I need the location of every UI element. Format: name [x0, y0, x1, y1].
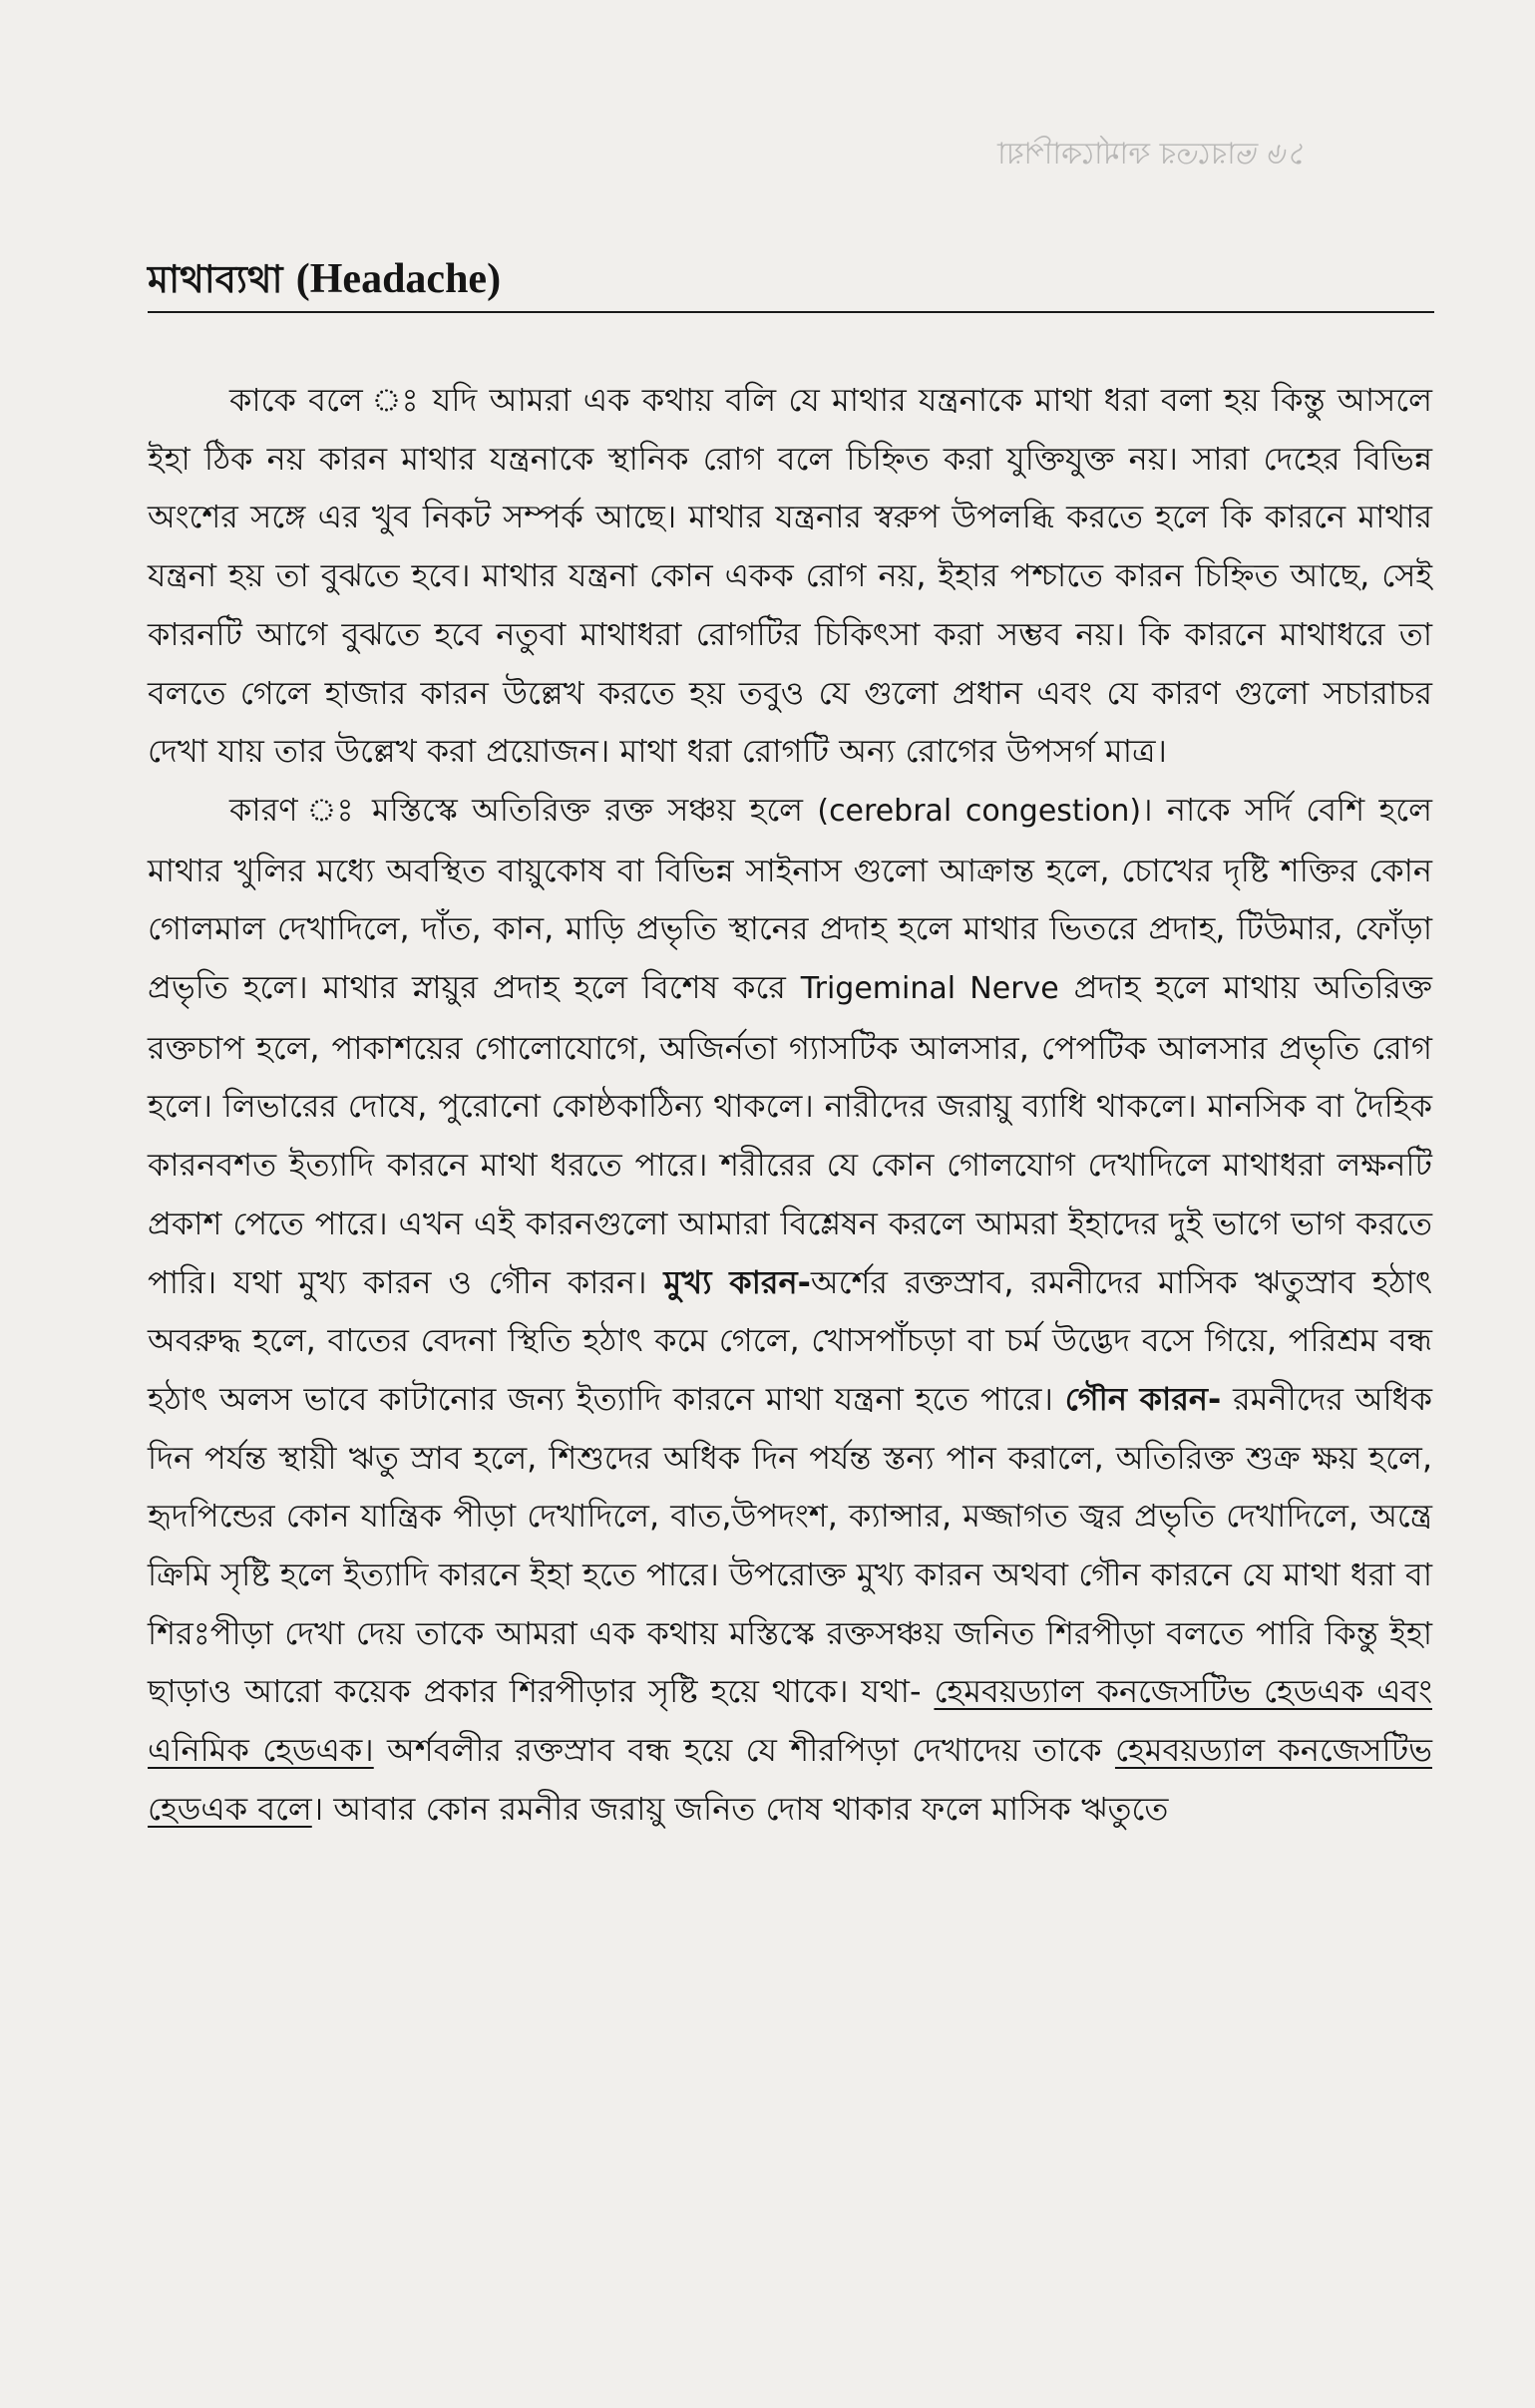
paragraph-causes: [148, 781, 1432, 1839]
title-english: (Headache): [295, 256, 502, 302]
primary-cause-term: মুখ্য কারন-: [663, 1262, 811, 1301]
page-title: [148, 249, 1434, 309]
body-text: [148, 371, 1432, 1839]
causes-text-b: । নাকে সর্দি বেশি হলে মাথার খুলির মধ্যে অবস্থিত বায়ুকোষ বা বিভিন্ন সাইনাস গুলো আক্রান্ত হলে, চোখের দৃষ্টি শক্তির কোন গোলমাল দেখাদিলে, দাঁত, কান, মাড়ি প্রভৃতি স্থানের প্রদাহ হলে মাথার ভিতরে প্রদাহ, টিউমার, ফোঁড়া প্রভৃতি হলে। মাথার স্নায়ুর প্রদাহ হলে বিশেষ করে: [148, 790, 1432, 1007]
definition-label: কাকে বলে ঃ: [229, 381, 421, 419]
causes-text-g: । আবার কোন রমনীর জরায়ু জনিত দোষ থাকার ফলে মাসিক ঋতুতে: [311, 1789, 1169, 1828]
paragraph-definition: [148, 371, 1432, 781]
definition-text: যদি আমরা এক কথায় বলি যে মাথার যন্ত্রনাকে মাথা ধরা বলা হয় কিন্তু আসলে ইহা ঠিক নয় কারন মাথার যন্ত্রনাকে স্থানিক রোগ বলে চিহ্নিত করা যুক্তিযুক্ত নয়। সারা দেহের বিভিন্ন অংশের সঙ্গে এর খুব নিকট সম্পর্ক আছে। মাথার যন্ত্রনার স্বরুপ উপলব্ধি করতে হলে কি কারনে মাথার যন্ত্রনা হয় তা বুঝতে হবে। মাথার যন্ত্রনা কোন একক রোগ নয়, ইহার পশ্চাতে কারন চিহ্নিত আছে, সেই কারনটি আগে বুঝতে হবে নতুবা মাথাধরা রোগটির চিকিৎসা করা সম্ভব নয়। কি কারনে মাথাধরে তা বলতে গেলে হাজার কারন উল্লেখ করতে হয় তবুও যে গুলো প্রধান এবং যে কারণ গুলো সচারাচর দেখা যায় তার উল্লেখ করা প্রয়োজন। মাথা ধরা রোগটি অন্য রোগের উপসর্গ মাত্র।: [148, 381, 1432, 771]
causes-text-f: অর্শবলীর রক্তস্রাব বন্ধ হয়ে যে শীরপিড়া দেখাদেয় তাকে: [373, 1731, 1115, 1770]
secondary-cause-term: গৌন কারন-: [1064, 1379, 1222, 1418]
headache-types-underlined: হেমবয়ড্যাল কনজেসটিভ হেডএক এবং এনিমিক হেডএক।: [148, 1672, 1432, 1770]
causes-text-d: অর্শের রক্তস্রাব, রমনীদের মাসিক ঋতুস্রাব হঠাৎ অবরুদ্ধ হলে, বাতের বেদনা স্থিতি হঠাৎ কমে গেলে, খোসপাঁচড়া বা চর্ম উদ্ভেদ বসে গিয়ে, পরিশ্রম বন্ধ হঠাৎ অলস ভাবে কাটানোর জন্য ইত্যাদি কারনে মাথা যন্ত্রনা হতে পারে।: [148, 1262, 1433, 1418]
page-header-bleed-through: ১৬ ভারতের ফার্মাকোপিয়া: [997, 137, 1307, 172]
causes-latin-term-a: (cerebral congestion): [817, 793, 1142, 829]
title-bengali: মাথাব্যথা: [148, 256, 283, 301]
section-heading: [148, 249, 1434, 313]
causes-latin-term-b: Trigeminal Nerve: [800, 971, 1059, 1007]
title-underline-rule: [148, 311, 1434, 313]
causes-text-c: প্রদাহ হলে মাথায় অতিরিক্ত রক্তচাপ হলে, পাকাশয়ের গোলোযোগে, অজির্নতা গ্যাসটিক আলসার, পেপটিক আলসার প্রভৃতি রোগ হলে। লিভারের দোষে, পুরোনো কোষ্ঠকাঠিন্য থাকলে। নারীদের জরায়ু ব্যাধি থাকলে। মানসিক বা দৈহিক কারনবশত ইত্যাদি কারনে মাথা ধরতে পারে। শরীরের যে কোন গোলযোগ দেখাদিলে মাথাধরা লক্ষনটি প্রকাশ পেতে পারে। এখন এই কারনগুলো আমারা বিশ্লেষন করলে আমরা ইহাদের দুই ভাগে ভাগ করতে পারি। যথা মুখ্য কারন ও গৌন কারন।: [148, 968, 1432, 1301]
causes-label: কারণ ঃ: [229, 790, 358, 829]
causes-text-a: মস্তিস্কে অতিরিক্ত রক্ত সঞ্চয় হলে: [357, 790, 818, 829]
causes-text-e: রমনীদের অধিক দিন পর্যন্ত স্থায়ী ঋতু স্রাব হলে, শিশুদের অধিক দিন পর্যন্ত স্তন্য পান করালে, অতিরিক্ত শুক্র ক্ষয় হলে, হৃদপিন্ডের কোন যান্ত্রিক পীড়া দেখাদিলে, বাত,উপদংশ, ক্যান্সার, মজ্জাগত জ্বর প্রভৃতি দেখাদিলে, অন্ত্রে ক্রিমি সৃষ্টি হলে ইত্যাদি কারনে ইহা হতে পারে। উপরোক্ত মুখ্য কারন অথবা গৌন কারনে যে মাথা ধরা বা শিরঃপীড়া দেখা দেয় তাকে আমরা এক কথায় মস্তিস্কে রক্তসঞ্চয় জনিত শিরপীড়া বলতে পারি কিন্তু ইহা ছাড়াও আরো কয়েক প্রকার শিরপীড়ার সৃষ্টি হয়ে থাকে। যথা-: [148, 1379, 1432, 1711]
hemorrhoidal-headache-underlined: হেমবয়ড্যাল কনজেসটিভ হেডএক বলে: [148, 1731, 1432, 1828]
